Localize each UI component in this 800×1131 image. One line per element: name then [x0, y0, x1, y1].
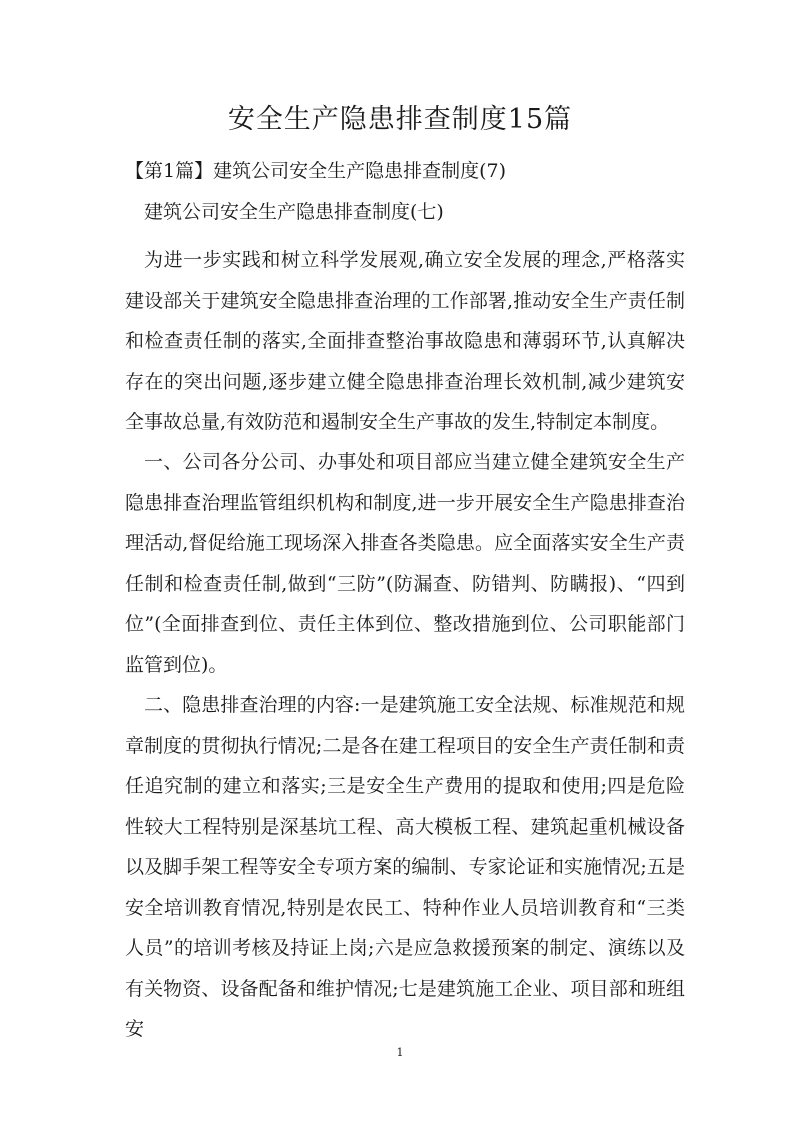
page-number: 1 — [396, 1046, 404, 1059]
paragraph-intro: 为进一步实践和树立科学发展观,确立安全发展的理念,严格落实建设部关于建筑安全隐患排查治理的工作部署,推动安全生产责任制和检查责任制的落实,全面排查整治事故隐患和薄弱环节,认真解决存在的突出问题,逐步建立健全隐患排查治理长效机制,减少建筑安全事故总量,有效防范和遏制安全生产事故的发生,特制定本制度。 — [125, 249, 685, 433]
paragraph-item-1: 一、公司各分公司、办事处和项目部应当建立健全建筑安全生产隐患排查治理监管组织机构和制度,进一步开展安全生产隐患排查治理活动,督促给施工现场深入排查各类隐患。应全面落实安全生产责任制和检查责任制,做到“三防”(防漏查、防错判、防瞒报)、“四到位”(全面排查到位、责任主体到位、整改措施到位、公司职能部门监管到位)。 — [125, 451, 685, 676]
section-subtitle: 建筑公司安全生产隐患排查制度(七) — [144, 201, 444, 223]
section-heading: 【第1篇】建筑公司安全生产隐患排查制度(7) — [125, 160, 507, 182]
document-title: 安全生产隐患排查制度15篇 — [227, 104, 573, 135]
paragraph-item-2: 二、隐患排查治理的内容:一是建筑施工安全法规、标准规范和规章制度的贯彻执行情况;二是各在建工程项目的安全生产责任制和责任追究制的建立和落实;三是安全生产费用的提取和使用;四是危险性较大工程特别是深基坑工程、高大模板工程、建筑起重机械设备以及脚手架工程等安全专项方案的编制、专家论证和实施情况;五是安全培训教育情况,特别是农民工、特种作业人员培训教育和“三类人员”的培训考核及持证上岗;六是应急救援预案的制定、演练以及有关物资、设备配备和维护情况;七是建筑施工企业、项目部和班组安 — [125, 694, 685, 1040]
